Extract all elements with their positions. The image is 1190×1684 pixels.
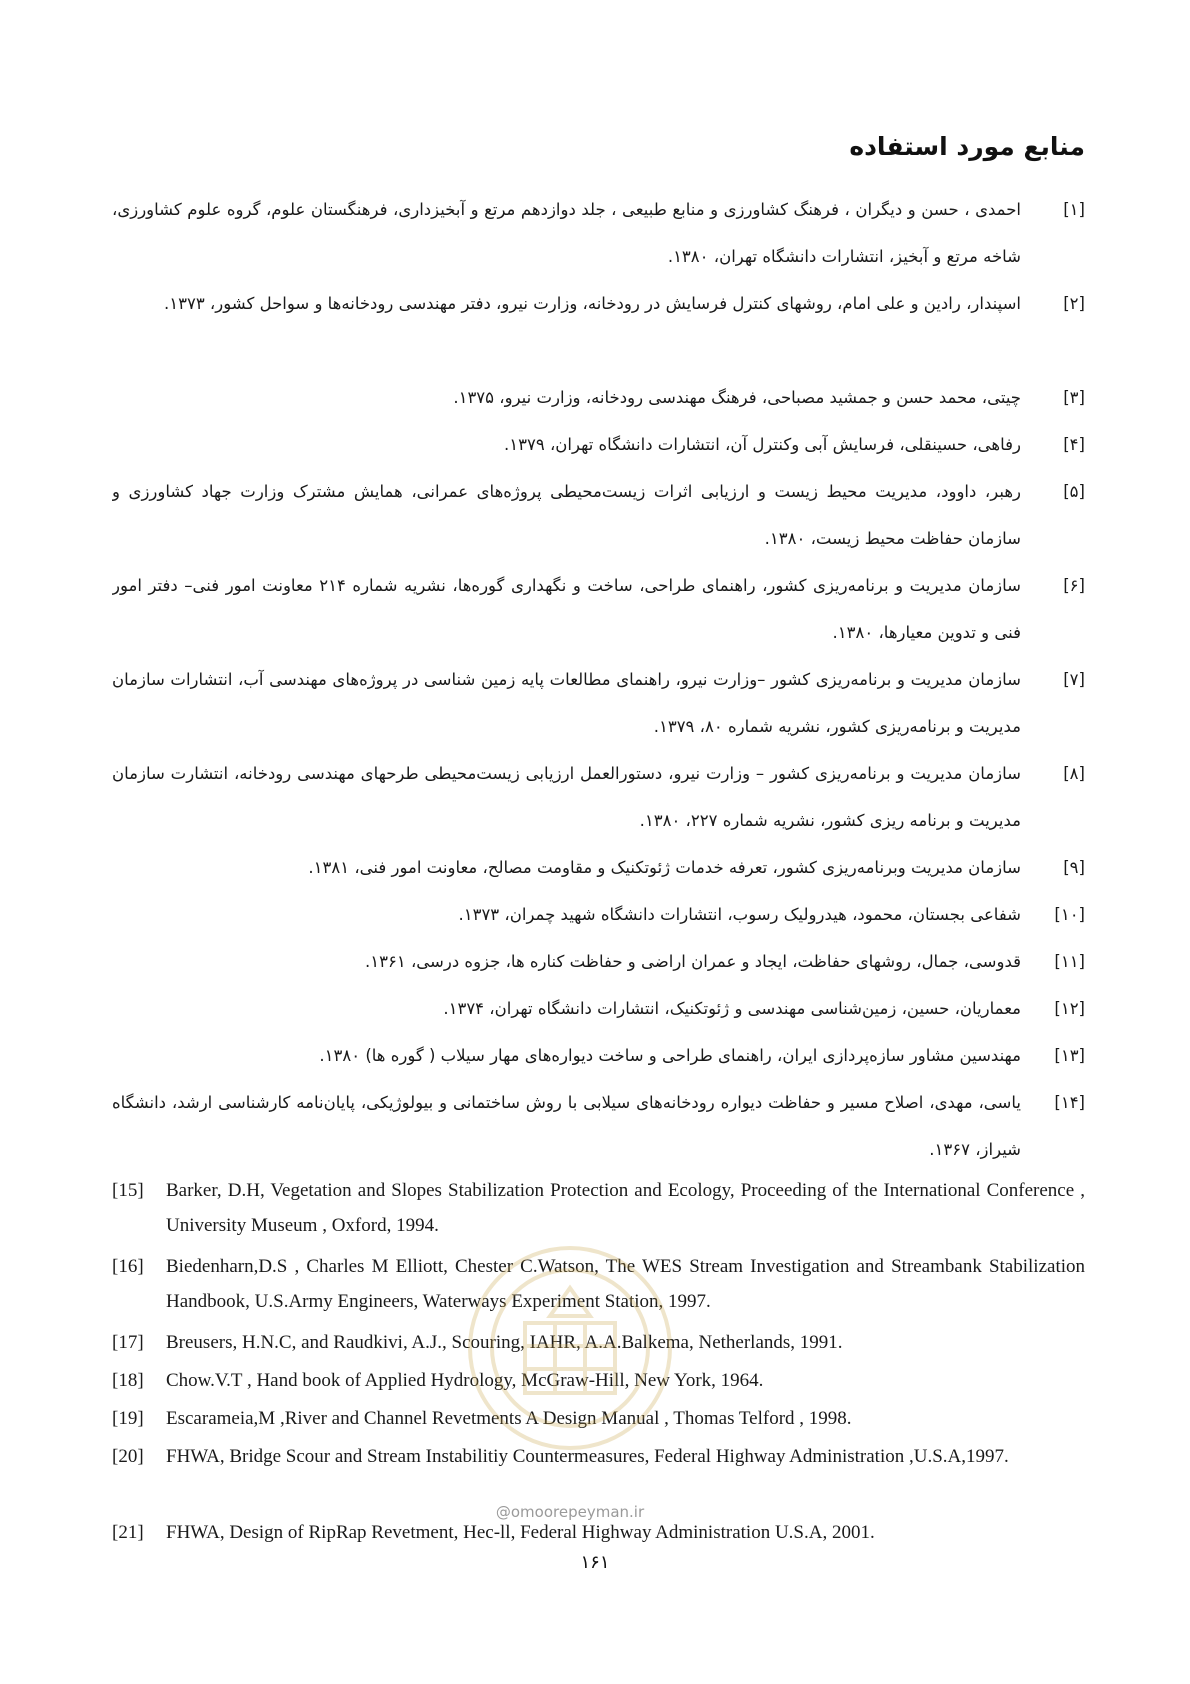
reference-number: [16] bbox=[112, 1256, 144, 1277]
reference-number: [18] bbox=[112, 1370, 144, 1391]
reference-number: [۸] bbox=[1063, 764, 1085, 783]
reference-number: [15] bbox=[112, 1180, 144, 1201]
page-number: ۱۶۱ bbox=[580, 1552, 610, 1573]
reference-number: [20] bbox=[112, 1446, 144, 1467]
reference-text: FHWA, Design of RipRap Revetment, Hec-ll, Federal Highway Administration U.S.A, 2001. bbox=[166, 1522, 875, 1543]
reference-item bbox=[112, 468, 1085, 562]
reference-number: [۲] bbox=[1063, 294, 1085, 313]
reference-item bbox=[112, 1079, 1085, 1173]
reference-item bbox=[112, 186, 1085, 280]
reference-text: احمدی ، حسن و دیگران ، فرهنگ کشاورزی و منابع طبیعی ، جلد دوازدهم مرتع و آبخیزداری، فرهنگستان علوم، گروه علوم کشاورزی، شاخه مرتع و آبخیز، انتشارات دانشگاه تهران، ۱۳۸۰. bbox=[112, 200, 1021, 266]
reference-number: [۵] bbox=[1063, 482, 1085, 501]
reference-item bbox=[112, 844, 1085, 891]
reference-number: [۱۳] bbox=[1054, 1046, 1085, 1065]
reference-number: [۴] bbox=[1063, 435, 1085, 454]
reference-text: سازمان مدیریت و برنامه‌ریزی کشور، راهنمای طراحی، ساخت و نگهداری گوره‌ها، نشریه شماره ۲۱۴ معاونت امور فنی– دفتر امور فنی و تدوین معیارها، ۱۳۸۰. bbox=[112, 576, 1021, 642]
reference-number: [۱۴] bbox=[1054, 1093, 1085, 1112]
reference-number: [17] bbox=[112, 1332, 144, 1353]
reference-text: سازمان مدیریت و برنامه‌ریزی کشور –وزارت نیرو، راهنمای مطالعات پایه زمین شناسی در پروژه‌های مهندسی آب، انتشارات سازمان مدیریت و برنامه‌ریزی کشور، نشریه شماره ۸۰، ۱۳۷۹. bbox=[112, 670, 1021, 736]
reference-item bbox=[112, 938, 1085, 985]
reference-text: Biedenharn,D.S , Charles M Elliott, Chester C.Watson, The WES Stream Investigation and Streambank Stabilization Handbook, U.S.Army Engineers, Waterways Experiment Station, 1997. bbox=[166, 1256, 1085, 1312]
reference-text: Chow.V.T , Hand book of Applied Hydrology, McGraw-Hill, New York, 1964. bbox=[166, 1370, 764, 1391]
reference-item bbox=[112, 750, 1085, 844]
reference-item bbox=[112, 985, 1085, 1032]
reference-text: معماریان، حسین، زمین‌شناسی مهندسی و ژئوتکنیک، انتشارات دانشگاه تهران، ۱۳۷۴. bbox=[443, 999, 1021, 1018]
reference-text: سازمان مدیریت وبرنامه‌ریزی کشور، تعرفه خدمات ژئوتکنیک و مقاومت مصالح، معاونت امور فنی، ۱۳۸۱. bbox=[308, 858, 1021, 877]
reference-number: [21] bbox=[112, 1522, 144, 1543]
reference-text: یاسی، مهدی، اصلاح مسیر و حفاظت دیواره رودخانه‌های سیلابی با روش ساختمانی و بیولوژیکی، پایان‌نامه کارشناسی ارشد، دانشگاه شیراز، ۱۳۶۷. bbox=[112, 1093, 1021, 1159]
reference-number: [۹] bbox=[1063, 858, 1085, 877]
reference-text: مهندسین مشاور سازه‌پردازی ایران، راهنمای طراحی و ساخت دیواره‌های مهار سیلاب ( گوره ها) ۱۳۸۰. bbox=[319, 1046, 1021, 1065]
page-title: منابع مورد استفاده bbox=[849, 132, 1085, 161]
reference-text: Barker, D.H, Vegetation and Slopes Stabilization Protection and Ecology, Proceeding of the International Conference , University Museum , Oxford, 1994. bbox=[166, 1180, 1085, 1236]
reference-number: [۷] bbox=[1063, 670, 1085, 689]
reference-number: [19] bbox=[112, 1408, 144, 1429]
watermark-seal-icon bbox=[455, 1228, 685, 1468]
reference-text: FHWA, Bridge Scour and Stream Instabilitiy Countermeasures, Federal Highway Administration ,U.S.A,1997. bbox=[166, 1446, 1009, 1467]
watermark-url: @omoorepeyman.ir bbox=[495, 1503, 645, 1521]
reference-text: شفاعی بجستان، محمود، هیدرولیک رسوب، انتشارات دانشگاه شهید چمران، ۱۳۷۳. bbox=[458, 905, 1021, 924]
reference-text: اسپندار، رادین و علی امام، روشهای کنترل فرسایش در رودخانه، وزارت نیرو، دفتر مهندسی رودخانه‌ها و سواحل کشور، ۱۳۷۳. bbox=[163, 294, 1021, 313]
reference-item bbox=[112, 374, 1085, 421]
reference-text: چیتی، محمد حسن و جمشید مصباحی، فرهنگ مهندسی رودخانه، وزارت نیرو، ۱۳۷۵. bbox=[453, 388, 1021, 407]
reference-item bbox=[112, 656, 1085, 750]
reference-number: [۱۲] bbox=[1054, 999, 1085, 1018]
reference-item bbox=[112, 562, 1085, 656]
reference-text: رفاهی، حسینقلی، فرسایش آبی وکنترل آن، انتشارات دانشگاه تهران، ۱۳۷۹. bbox=[504, 435, 1021, 454]
reference-text: Escarameia,M ,River and Channel Revetments A Design Manual , Thomas Telford , 1998. bbox=[166, 1408, 852, 1429]
reference-text: رهبر، داوود، مدیریت محیط زیست و ارزیابی اثرات زیست‌محیطی پروژه‌های عمرانی، همایش مشترک وزارت جهاد کشاورزی و سازمان حفاظت محیط زیست، ۱۳۸۰. bbox=[112, 482, 1021, 548]
reference-item bbox=[112, 421, 1085, 468]
reference-number: [۱۰] bbox=[1054, 905, 1085, 924]
reference-number: [۱] bbox=[1063, 200, 1085, 219]
reference-item bbox=[112, 280, 1085, 374]
reference-text: سازمان مدیریت و برنامه‌ریزی کشور – وزارت نیرو، دستورالعمل ارزیابی زیست‌محیطی طرحهای مهندسی رودخانه، انتشارت سازمان مدیریت و برنامه ریزی کشور، نشریه شماره ۲۲۷، ۱۳۸۰. bbox=[112, 764, 1021, 830]
reference-item bbox=[112, 891, 1085, 938]
reference-text: Breusers, H.N.C, and Raudkivi, A.J., Scouring, IAHR, A.A.Balkema, Netherlands, 1991. bbox=[166, 1332, 843, 1353]
reference-number: [۶] bbox=[1063, 576, 1085, 595]
reference-number: [۳] bbox=[1063, 388, 1085, 407]
reference-text: قدوسی، جمال، روشهای حفاظت، ایجاد و عمران اراضی و حفاظت کناره ها، جزوه درسی، ۱۳۶۱. bbox=[365, 952, 1021, 971]
reference-item bbox=[112, 1032, 1085, 1079]
reference-number: [۱۱] bbox=[1054, 952, 1085, 971]
